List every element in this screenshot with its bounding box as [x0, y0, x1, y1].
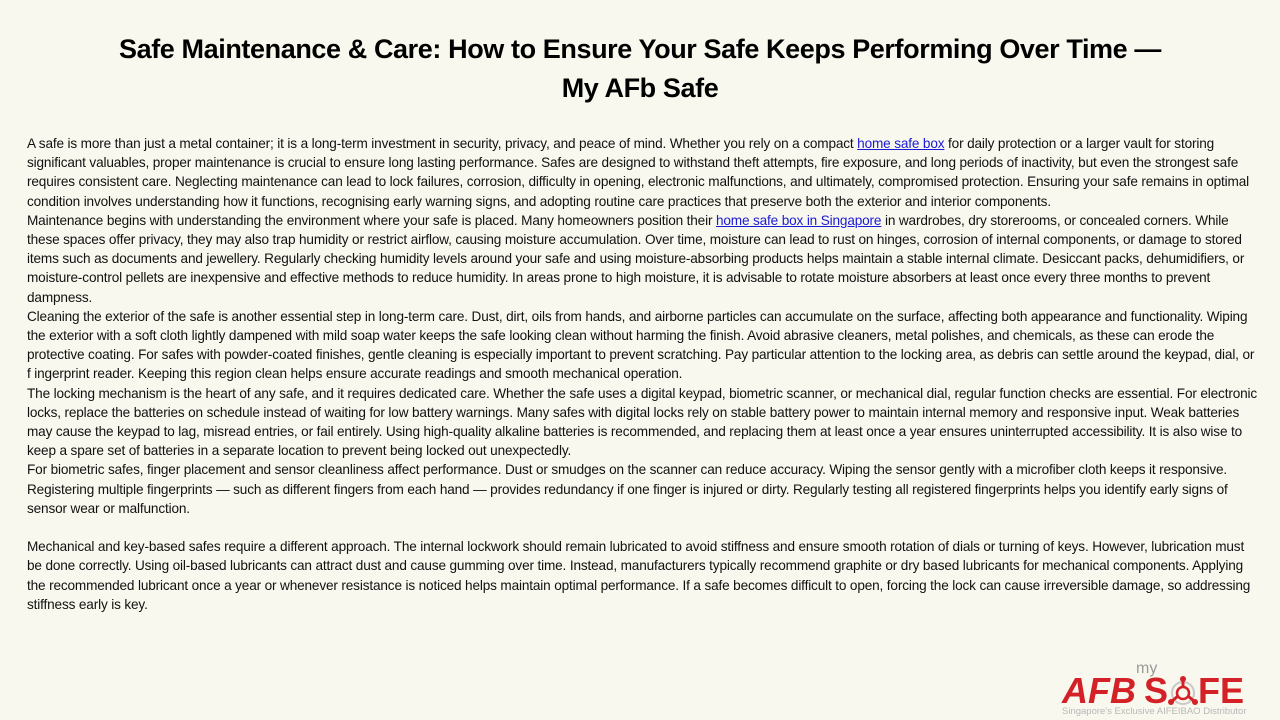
article-body	[27, 134, 1261, 614]
paragraph-text: Maintenance begins with understanding the environment where your safe is placed. Many homeowners position their	[27, 212, 716, 228]
paragraph-intro	[27, 134, 1261, 211]
page-title-line-2: My AFb Safe	[561, 73, 719, 103]
logo-afb-text: AFB	[1062, 670, 1136, 711]
logo-fe-text: FE	[1198, 670, 1245, 711]
page-title-line-1: Safe Maintenance & Care: How to Ensure Your Safe Keeps Performing Over Time —	[118, 34, 1161, 64]
home-safe-box-link[interactable]: home safe box	[857, 136, 945, 151]
paragraph-biometric: For biometric safes, finger placement and sensor cleanliness affect performance. Dust or smudges on the scanner can reduce accuracy. Wiping the sensor gently with a microfiber cloth keeps it responsive. Registering multiple fingerprints — such as different fingers from each hand — provides redundancy if one finger is injured or dirty. Regularly testing all registered fingerprints helps you identify early signs of sensor wear or malfunction.	[27, 462, 1228, 516]
paragraph-locking-mechanism: The locking mechanism is the heart of any safe, and it requires dedicated care. Whether the safe uses a digital keypad, biometric scanner, or mechanical dial, regular function checks are essential. For electronic locks, replace the batteries on schedule instead of waiting for low battery warnings. Many safes with digital locks rely on stable battery power to maintain internal memory and responsive input. Weak batteries may cause the keypad to lag, misread entries, or fail entirely. Using high-quality alkaline batteries is recommended, and replacing them at least once a year ensures uninterrupted accessibility. It is also wise to keep a spare set of batteries in a separate location to prevent being locked out unexpectedly.	[27, 385, 1258, 459]
logo-tagline: Singapore's Exclusive AIFEIBAO Distributor	[1062, 706, 1247, 717]
paragraph-mechanical: Mechanical and key-based safes require a different approach. The internal lockwork should remain lubricated to avoid stiffness and ensure smooth rotation of dials or turning of keys. However, lubrication must be done correctly. Using oil-based lubricants can attract dust and cause gumming over time. Instead, manufacturers typically recommend graphite or dry based lubricants for mechanical components. Applying the recommended lubricant once a year or whenever resistance is noticed helps maintain optimal performance. If a safe becomes difficult to open, forcing the lock can cause irreversible damage, so addressing stiffness early is key.	[27, 539, 1251, 612]
paragraph-text: A safe is more than just a metal container; it is a long-term investment in security, privacy, and peace of mind. Whether you rely on a compact	[27, 136, 858, 151]
safe-dial-icon	[1168, 674, 1198, 706]
logo-s-text: S	[1144, 670, 1169, 711]
paragraph-text: in wardrobes, dry storerooms, or concealed corners. While these spaces offer privacy, they may also trap humidity or restrict airflow, causing moisture accumulation. Over time, moisture can lead to rust on hinges, corrosion of internal components, or damage to stored items such as documents and jewellery. Regularly checking humidity levels around your safe and using moisture-absorbing products helps maintain a stable internal climate. Desiccant packs, dehumidifiers, or moisture-control pellets are inexpensive and effective methods to reduce humidity. In areas prone to high moisture, it is advisable to rotate moisture absorbers at least once every three months to prevent dampness.	[27, 212, 1245, 305]
paragraph-environment	[27, 211, 1261, 307]
page-title	[40, 30, 1240, 108]
myafbsafe-logo	[1058, 660, 1270, 718]
logo-my-text: my	[1136, 660, 1158, 677]
home-safe-box-singapore-link[interactable]: home safe box in Singapore	[715, 212, 882, 228]
paragraph-cleaning: Cleaning the exterior of the safe is another essential step in long-term care. Dust, dirt, oils from hands, and airborne particles can accumulate on the surface, affecting both appearance and functionality. Wiping the exterior with a soft cloth lightly dampened with mild soap water keeps the safe looking clean without harming the finish. Avoid abrasive cleaners, metal polishes, and chemicals, as these can erode the protective coating. For safes with powder-coated finishes, gentle cleaning is especially important to prevent scratching. Pay particular attention to the locking area, as debris can settle around the keypad, dial, or f ingerprint reader. Keeping this region clean helps ensure accurate readings and smooth mechanical operation.	[27, 308, 1255, 382]
paragraph-text: for daily protection or a larger vault for storing significant valuables, proper maintenance is crucial to ensure long lasting performance. Safes are designed to withstand theft attempts, fire exposure, and long periods of inactivity, but even the strongest safe requires consistent care. Neglecting maintenance can lead to lock failures, corrosion, difficulty in opening, electronic malfunctions, and ultimately, compromised protection. Ensuring your safe remains in optimal condition involves understanding how it functions, recognising early warning signs, and adopting routine care practices that preserve both the exterior and interior components.	[27, 136, 1249, 209]
